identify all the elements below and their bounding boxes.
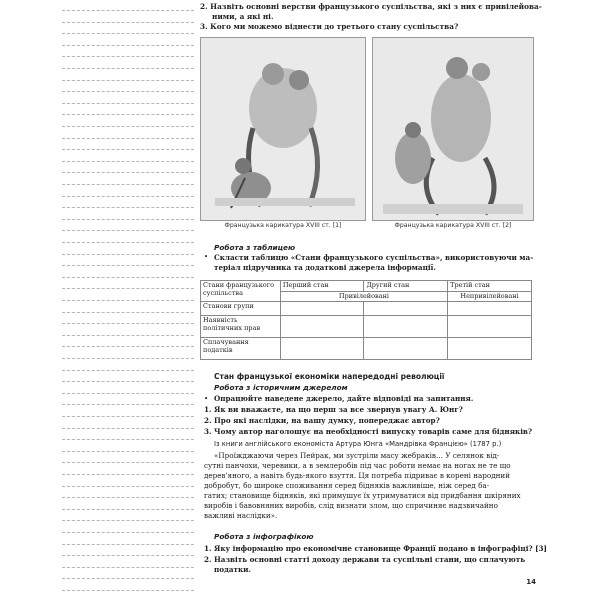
notes-column [62,0,194,600]
infographic-question-1: 1. Яку інформацію про економічне становище Франції подано в інфографіці? [3] [204,544,547,553]
note-line [62,370,194,371]
table-header-estates: Стани французького суспільства [201,281,281,302]
page-number: 14 [526,578,536,586]
note-line [62,509,194,510]
table-header-second: Другий стан [364,281,448,292]
note-line [62,416,194,417]
note-line [62,335,194,336]
note-line [62,277,194,278]
infographic-question-2: 2. Назвіть основні статті доходу держави та суспільні стани, що сплачують [204,555,526,564]
note-line [62,439,194,440]
table-task-heading: Робота з таблицею [214,243,296,252]
note-line [62,161,194,162]
bullet-icon: • [204,394,209,403]
note-line [62,288,194,289]
quote-line: виробів і бавовняних виробів, слід визнати злом, що спричиняє надзвичайно [204,501,498,510]
note-line [62,381,194,382]
note-line [62,428,194,429]
table-row [201,302,532,316]
caricature-image-2 [372,37,534,221]
note-line [62,532,194,533]
section-title: Стан французької економіки напередодні революції [214,372,445,381]
note-line [62,184,194,185]
question-2 [200,2,542,11]
note-line [62,114,194,115]
table-row [201,338,532,360]
note-line [62,578,194,579]
note-line [62,33,194,34]
note-line [62,10,194,11]
table-row-label: Наявність політичних прав [201,316,281,338]
note-line [62,56,194,57]
table-cell[interactable] [280,338,364,360]
note-line [62,265,194,266]
note-line [62,462,194,463]
note-line [62,346,194,347]
note-line [62,404,194,405]
quote-line: важливі наслідки». [204,511,278,520]
caricature-image [373,38,533,220]
source-bullet: Опрацюйте наведене джерело, дайте відповіді на запитання. [214,394,474,403]
table-cell[interactable] [448,316,532,338]
note-line [62,68,194,69]
note-line [62,126,194,127]
bullet-icon: • [204,253,209,261]
table-header-row [201,281,532,292]
note-line [62,567,194,568]
note-line [62,300,194,301]
table-cell[interactable] [448,338,532,360]
estates-table [200,280,532,360]
quote-line: сутні панчохи, черевики, а в землеробів під час роботи немає на ногах не те що [204,461,511,470]
note-line [62,312,194,313]
note-line [62,520,194,521]
note-line [62,358,194,359]
note-line [62,393,194,394]
table-cell[interactable] [364,316,448,338]
table-row [201,316,532,338]
quote-line: добробут, бо широке споживання серед бідняків важливіше, ніж серед ба- [204,481,490,490]
note-line [62,45,194,46]
note-line [62,451,194,452]
table-cell[interactable] [364,302,448,316]
table-task-line-2: теріал підручника та додаткові джерела інформації. [214,263,436,272]
note-line [62,80,194,81]
note-line [62,207,194,208]
note-line [62,91,194,92]
question-text: ними, а які ні. [212,12,274,21]
table-unprivileged: Непривілейовані [448,291,532,302]
note-line [62,172,194,173]
quote-line: дерев'яного, а навіть будь-якого взуття. Ця потреба підриває в корені народний [204,471,511,480]
note-line [62,474,194,475]
note-line [62,230,194,231]
infographic-question-2-cont: податки. [214,565,251,574]
note-line [62,254,194,255]
note-line [62,242,194,243]
caption-2: Французька карикатура XVIII ст. [2] [394,222,512,229]
caricature-image [201,38,365,220]
table-privileged: Привілейовані [280,291,447,302]
source-intro: Із книги англійського економіста Артура Юнга «Мандрівка Францією» (1787 р.) [214,440,502,448]
note-line [62,555,194,556]
table-cell[interactable] [280,316,364,338]
source-question-2: 2. Про які наслідки, на вашу думку, попереджає автор? [204,416,440,425]
note-line [62,103,194,104]
quote-line: гатих; становище бідняків, які примушує їх утримуватися від придбання шкіряних [204,491,521,500]
note-line [62,22,194,23]
table-cell[interactable] [280,302,364,316]
table-cell[interactable] [364,338,448,360]
source-question-3: 3. Чому автор наголошує на необхідності випуску товарів саме для бідняків? [204,427,533,436]
caricature-image-1 [200,37,366,221]
note-line [62,486,194,487]
note-line [62,497,194,498]
quote-line: «Проїжджаючи через Пейрак, ми зустріли масу жебраків… У селянок від- [214,451,500,460]
note-line [62,323,194,324]
source-question-1: 1. Як ви вважаєте, на що перш за все звернув увагу А. Юнг? [204,405,463,414]
caption-1: Французька карикатура XVIII ст. [1] [224,222,342,229]
note-line [62,196,194,197]
table-cell[interactable] [448,302,532,316]
table-header-first: Перший стан [280,281,364,292]
note-line [62,149,194,150]
table-task-line-1: Скласти таблицю «Стани французького суспільства», використовуючи ма- [214,253,534,262]
infographic-heading: Робота з інфографікою [214,532,314,541]
note-line [62,590,194,591]
note-line [62,544,194,545]
question-number: 2. [200,2,208,11]
question-text: Назвіть основні верстви французького суспільства, які з них є привілейова- [210,2,542,11]
question-text: Кого ми можемо віднести до третього стану суспільства? [210,22,459,31]
table-header-third: Третій стан [448,281,532,292]
source-work-heading: Робота з історичним джерелом [214,383,348,392]
table-row-label: Станови групи [201,302,281,316]
table-row-label: Сплачування податків [201,338,281,360]
note-line [62,219,194,220]
question-2-cont [212,12,273,21]
question-number: 3. [200,22,208,31]
note-line [62,138,194,139]
question-3 [200,22,458,31]
